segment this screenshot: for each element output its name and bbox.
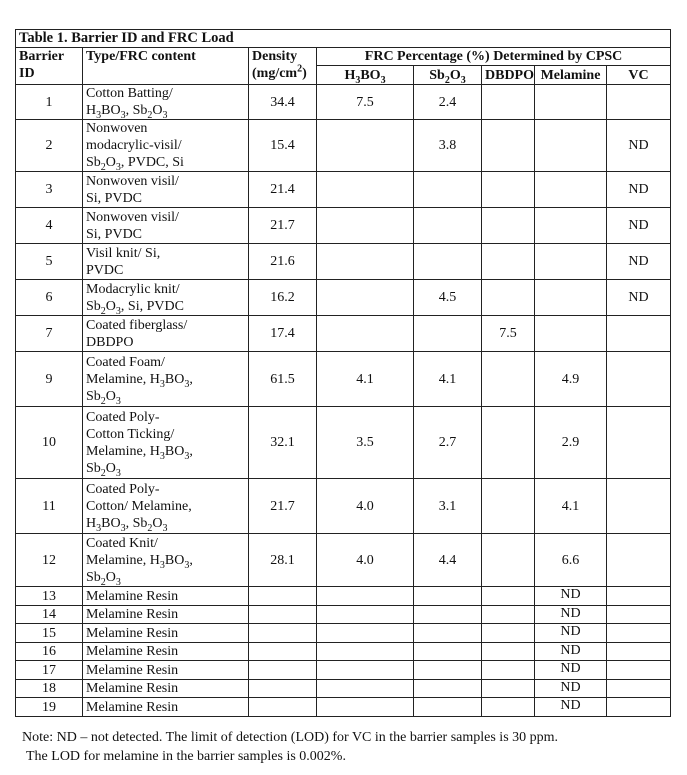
vc-cell bbox=[607, 352, 671, 407]
vc-cell bbox=[607, 698, 671, 717]
table-row bbox=[16, 120, 671, 172]
dbdpo-cell bbox=[482, 605, 535, 624]
barrier-id-cell: 15 bbox=[16, 624, 83, 643]
barrier-id-cell: 10 bbox=[16, 407, 83, 479]
header-barrier-id: Barrier ID bbox=[16, 48, 83, 85]
vc-cell: ND bbox=[607, 244, 671, 280]
vc-cell bbox=[607, 661, 671, 680]
melamine-cell bbox=[535, 208, 607, 244]
dbdpo-cell bbox=[482, 208, 535, 244]
density-cell: 16.2 bbox=[249, 280, 317, 316]
table-note bbox=[22, 728, 558, 766]
density-cell bbox=[249, 679, 317, 698]
header-dbdpo: DBDPO bbox=[482, 66, 535, 85]
sb2o3-cell bbox=[414, 698, 482, 717]
dbdpo-cell bbox=[482, 587, 535, 606]
header-vc: VC bbox=[607, 66, 671, 85]
density-cell bbox=[249, 698, 317, 717]
vc-cell bbox=[607, 587, 671, 606]
density-cell: 34.4 bbox=[249, 85, 317, 120]
melamine-cell bbox=[535, 316, 607, 352]
type-cell: Melamine Resin bbox=[83, 661, 249, 680]
h3bo3-cell bbox=[317, 120, 414, 172]
vc-cell: ND bbox=[607, 208, 671, 244]
table-row bbox=[16, 479, 671, 534]
vc-cell: ND bbox=[607, 280, 671, 316]
density-cell: 21.7 bbox=[249, 479, 317, 534]
barrier-id-cell: 1 bbox=[16, 85, 83, 120]
type-cell: Melamine Resin bbox=[83, 698, 249, 717]
sb2o3-cell: 4.5 bbox=[414, 280, 482, 316]
h3bo3-cell: 4.0 bbox=[317, 534, 414, 587]
dbdpo-cell bbox=[482, 352, 535, 407]
sb2o3-cell bbox=[414, 605, 482, 624]
table-row bbox=[16, 208, 671, 244]
h3bo3-cell bbox=[317, 244, 414, 280]
melamine-cell: 4.1 bbox=[535, 479, 607, 534]
density-cell: 15.4 bbox=[249, 120, 317, 172]
melamine-cell: ND bbox=[535, 642, 607, 661]
vc-cell bbox=[607, 624, 671, 643]
dbdpo-cell bbox=[482, 120, 535, 172]
dbdpo-cell: 7.5 bbox=[482, 316, 535, 352]
barrier-id-cell: 7 bbox=[16, 316, 83, 352]
h3bo3-cell bbox=[317, 605, 414, 624]
sb2o3-cell bbox=[414, 679, 482, 698]
barrier-id-cell: 4 bbox=[16, 208, 83, 244]
vc-cell: ND bbox=[607, 120, 671, 172]
barrier-id-cell: 9 bbox=[16, 352, 83, 407]
sb2o3-cell: 4.1 bbox=[414, 352, 482, 407]
type-cell: Coated fiberglass/ DBDPO bbox=[83, 316, 249, 352]
h3bo3-cell bbox=[317, 679, 414, 698]
h3bo3-cell bbox=[317, 587, 414, 606]
density-cell bbox=[249, 605, 317, 624]
h3bo3-cell bbox=[317, 698, 414, 717]
h3bo3-cell: 7.5 bbox=[317, 85, 414, 120]
barrier-id-cell: 18 bbox=[16, 679, 83, 698]
density-cell: 32.1 bbox=[249, 407, 317, 479]
table-row bbox=[16, 587, 671, 606]
barrier-id-cell: 12 bbox=[16, 534, 83, 587]
table-row bbox=[16, 624, 671, 643]
table-row bbox=[16, 280, 671, 316]
type-cell: Melamine Resin bbox=[83, 642, 249, 661]
table-row bbox=[16, 534, 671, 587]
sb2o3-cell: 4.4 bbox=[414, 534, 482, 587]
density-cell bbox=[249, 642, 317, 661]
vc-cell bbox=[607, 85, 671, 120]
density-cell: 61.5 bbox=[249, 352, 317, 407]
density-cell bbox=[249, 624, 317, 643]
table-row bbox=[16, 679, 671, 698]
density-cell: 28.1 bbox=[249, 534, 317, 587]
barrier-id-cell: 6 bbox=[16, 280, 83, 316]
type-cell: Coated Foam/ Melamine, $H_3BO_3$, $Sb_2O_3$ bbox=[83, 352, 249, 407]
table-title: Table 1. Barrier ID and FRC Load bbox=[16, 30, 671, 48]
melamine-cell: ND bbox=[535, 698, 607, 717]
h3bo3-cell bbox=[317, 208, 414, 244]
sb2o3-cell bbox=[414, 587, 482, 606]
sb2o3-cell bbox=[414, 624, 482, 643]
dbdpo-cell bbox=[482, 679, 535, 698]
melamine-cell bbox=[535, 120, 607, 172]
barrier-id-cell: 5 bbox=[16, 244, 83, 280]
table-body bbox=[16, 85, 671, 717]
table-row bbox=[16, 642, 671, 661]
table-row bbox=[16, 85, 671, 120]
header-sb2o3: $Sb_2O_3$ bbox=[414, 66, 482, 85]
melamine-cell: ND bbox=[535, 605, 607, 624]
vc-cell bbox=[607, 479, 671, 534]
sb2o3-cell bbox=[414, 244, 482, 280]
h3bo3-cell bbox=[317, 624, 414, 643]
melamine-cell bbox=[535, 172, 607, 208]
dbdpo-cell bbox=[482, 642, 535, 661]
type-cell: Coated Poly- Cotton Ticking/ Melamine, $H_3BO_3$, $Sb_2O_3$ bbox=[83, 407, 249, 479]
type-cell: Nonwoven visil/ Si, PVDC bbox=[83, 172, 249, 208]
sb2o3-cell bbox=[414, 642, 482, 661]
table-row bbox=[16, 698, 671, 717]
dbdpo-cell bbox=[482, 172, 535, 208]
melamine-cell: ND bbox=[535, 661, 607, 680]
sb2o3-cell: 2.4 bbox=[414, 85, 482, 120]
header-h3bo3: $H_3BO_3$ bbox=[317, 66, 414, 85]
type-cell: Coated Poly- Cotton/ Melamine, $H_3BO_3$, $Sb_2O_3$ bbox=[83, 479, 249, 534]
dbdpo-cell bbox=[482, 698, 535, 717]
density-cell: 21.4 bbox=[249, 172, 317, 208]
vc-cell bbox=[607, 605, 671, 624]
vc-cell bbox=[607, 679, 671, 698]
barrier-id-cell: 17 bbox=[16, 661, 83, 680]
type-cell: Modacrylic knit/ $Sb_2O_3$, Si, PVDC bbox=[83, 280, 249, 316]
dbdpo-cell bbox=[482, 479, 535, 534]
h3bo3-cell bbox=[317, 661, 414, 680]
melamine-cell bbox=[535, 280, 607, 316]
sb2o3-cell bbox=[414, 661, 482, 680]
sb2o3-cell bbox=[414, 172, 482, 208]
melamine-cell: ND bbox=[535, 587, 607, 606]
melamine-cell: 2.9 bbox=[535, 407, 607, 479]
note-line-2: The LOD for melamine in the barrier samples is 0.002%. bbox=[26, 749, 346, 764]
dbdpo-cell bbox=[482, 661, 535, 680]
sb2o3-cell bbox=[414, 208, 482, 244]
vc-cell bbox=[607, 642, 671, 661]
header-frc-group: FRC Percentage (%) Determined by CPSC bbox=[317, 48, 671, 66]
table-row bbox=[16, 661, 671, 680]
header-density: Density $(mg/cm^2)$ bbox=[249, 48, 317, 85]
barrier-id-cell: 3 bbox=[16, 172, 83, 208]
h3bo3-cell: 4.1 bbox=[317, 352, 414, 407]
barrier-frc-table bbox=[15, 29, 671, 717]
density-cell: 17.4 bbox=[249, 316, 317, 352]
melamine-cell: 6.6 bbox=[535, 534, 607, 587]
dbdpo-cell bbox=[482, 85, 535, 120]
dbdpo-cell bbox=[482, 280, 535, 316]
type-cell: Melamine Resin bbox=[83, 624, 249, 643]
sb2o3-cell: 2.7 bbox=[414, 407, 482, 479]
density-cell: 21.7 bbox=[249, 208, 317, 244]
type-cell: Melamine Resin bbox=[83, 587, 249, 606]
h3bo3-cell: 3.5 bbox=[317, 407, 414, 479]
dbdpo-cell bbox=[482, 407, 535, 479]
density-cell bbox=[249, 587, 317, 606]
sb2o3-cell: 3.1 bbox=[414, 479, 482, 534]
barrier-id-cell: 13 bbox=[16, 587, 83, 606]
h3bo3-cell: 4.0 bbox=[317, 479, 414, 534]
table-row bbox=[16, 407, 671, 479]
dbdpo-cell bbox=[482, 244, 535, 280]
vc-cell: ND bbox=[607, 172, 671, 208]
dbdpo-cell bbox=[482, 534, 535, 587]
type-cell: Nonwoven visil/ Si, PVDC bbox=[83, 208, 249, 244]
type-cell: Melamine Resin bbox=[83, 679, 249, 698]
type-cell: Coated Knit/ Melamine, $H_3BO_3$, $Sb_2O_3$ bbox=[83, 534, 249, 587]
table-row bbox=[16, 605, 671, 624]
table-row bbox=[16, 172, 671, 208]
h3bo3-cell bbox=[317, 642, 414, 661]
type-cell: Nonwoven modacrylic-visil/ $Sb_2O_3$, PVDC, Si bbox=[83, 120, 249, 172]
header-type: Type/FRC content bbox=[83, 48, 249, 85]
barrier-id-cell: 11 bbox=[16, 479, 83, 534]
melamine-cell bbox=[535, 244, 607, 280]
vc-cell bbox=[607, 534, 671, 587]
table-row bbox=[16, 244, 671, 280]
h3bo3-cell bbox=[317, 316, 414, 352]
header-melamine: Melamine bbox=[535, 66, 607, 85]
sb2o3-cell: 3.8 bbox=[414, 120, 482, 172]
barrier-id-cell: 16 bbox=[16, 642, 83, 661]
table-row bbox=[16, 316, 671, 352]
vc-cell bbox=[607, 407, 671, 479]
h3bo3-cell bbox=[317, 172, 414, 208]
h3bo3-cell bbox=[317, 280, 414, 316]
type-cell: Visil knit/ Si, PVDC bbox=[83, 244, 249, 280]
table-row bbox=[16, 352, 671, 407]
melamine-cell: ND bbox=[535, 679, 607, 698]
vc-cell bbox=[607, 316, 671, 352]
melamine-cell: ND bbox=[535, 624, 607, 643]
dbdpo-cell bbox=[482, 624, 535, 643]
barrier-id-cell: 19 bbox=[16, 698, 83, 717]
density-cell bbox=[249, 661, 317, 680]
sb2o3-cell bbox=[414, 316, 482, 352]
barrier-id-cell: 14 bbox=[16, 605, 83, 624]
melamine-cell bbox=[535, 85, 607, 120]
density-cell: 21.6 bbox=[249, 244, 317, 280]
type-cell: Melamine Resin bbox=[83, 605, 249, 624]
note-line-1: Note: ND – not detected. The limit of detection (LOD) for VC in the barrier samples is 30 ppm. bbox=[22, 730, 559, 745]
barrier-id-cell: 2 bbox=[16, 120, 83, 172]
type-cell: Cotton Batting/ $H_3BO_3$, $Sb_2O_3$ bbox=[83, 85, 249, 120]
melamine-cell: 4.9 bbox=[535, 352, 607, 407]
